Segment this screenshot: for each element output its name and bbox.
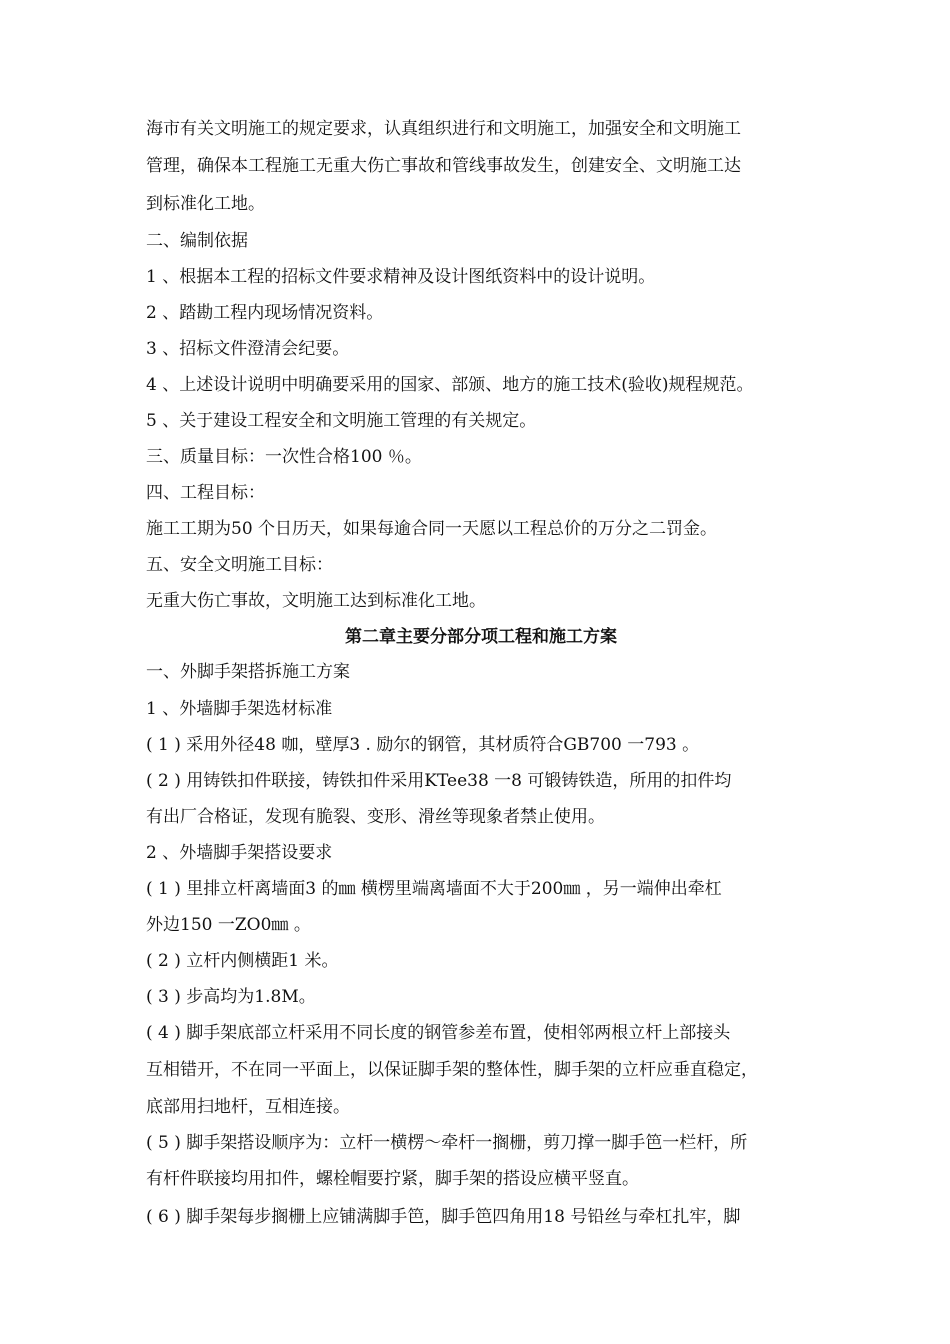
text-line: 管理，确保本工程施工无重大伤亡事故和管线事故发生，创建安全、文明施工达	[146, 156, 741, 176]
section-heading: 四、工程目标：	[146, 483, 265, 503]
list-item: ( 6 ) 脚手架每步搁栅上应铺满脚手笆，脚手笆四角用18 号铅丝与牵杠扎牢，脚	[146, 1207, 741, 1227]
section-heading: 三、质量目标：一次性合格100 ％。	[146, 447, 422, 467]
subsection-heading: 1 、外墙脚手架选材标准	[146, 699, 333, 719]
text-line: 外边150 一ZO0㎜ 。	[146, 915, 311, 935]
text-line: 施工工期为50 个日历天，如果每逾合同一天愿以工程总价的万分之二罚金。	[146, 519, 718, 539]
list-item: ( 2 ) 用铸铁扣件联接，铸铁扣件采用KTee38 一8 可锻铸铁造，所用的扣件均	[146, 771, 732, 791]
list-item: ( 3 ) 步高均为1.8M。	[146, 987, 316, 1007]
list-item: 3 、招标文件澄清会纪要。	[146, 339, 350, 359]
text-line: 互相错开，不在同一平面上，以保证脚手架的整体性，脚手架的立杆应垂直稳定，	[146, 1060, 758, 1080]
list-item: 4 、上述设计说明中明确要采用的国家、部颁、地方的施工技术(验收)规程规范。	[146, 375, 754, 395]
list-item: ( 1 ) 采用外径48 咖，壁厚3 . 励尔的钢管，其材质符合GB700 一793 。	[146, 735, 700, 755]
list-item: ( 2 ) 立杆内侧横距1 米。	[146, 951, 339, 971]
section-heading: 一、外脚手架搭拆施工方案	[146, 662, 350, 682]
text-line: 无重大伤亡事故，文明施工达到标准化工地。	[146, 591, 486, 611]
list-item: 2 、踏勘工程内现场情况资料。	[146, 303, 384, 323]
list-item: ( 1 ) 里排立杆离墙面3 的㎜ 横楞里端离墙面不大于200㎜ ，另一端伸出牵杠	[146, 879, 722, 899]
list-item: ( 5 ) 脚手架搭设顺序为：立杆一横楞～牵杆一搁栅，剪刀撑一脚手笆一栏杆，所	[146, 1133, 748, 1153]
subsection-heading: 2 、外墙脚手架搭设要求	[146, 843, 333, 863]
text-line: 有出厂合格证，发现有脆裂、变形、滑丝等现象者禁止使用。	[146, 807, 605, 827]
text-line: 底部用扫地杆，互相连接。	[146, 1097, 350, 1117]
list-item: 5 、关于建设工程安全和文明施工管理的有关规定。	[146, 411, 537, 431]
chapter-title: 第二章主要分部分项工程和施工方案	[345, 627, 617, 647]
section-heading: 二、编制依据	[146, 231, 248, 251]
list-item: 1 、根据本工程的招标文件要求精神及设计图纸资料中的设计说明。	[146, 267, 656, 287]
text-line: 海市有关文明施工的规定要求，认真组织进行和文明施工，加强安全和文明施工	[146, 119, 741, 139]
text-line: 到标准化工地。	[146, 194, 265, 214]
section-heading: 五、安全文明施工目标：	[146, 555, 333, 575]
text-line: 有杆件联接均用扣件，螺栓帽要拧紧，脚手架的搭设应横平竖直。	[146, 1169, 639, 1189]
list-item: ( 4 ) 脚手架底部立杆采用不同长度的钢管参差布置，使相邻两根立杆上部接头	[146, 1023, 731, 1043]
